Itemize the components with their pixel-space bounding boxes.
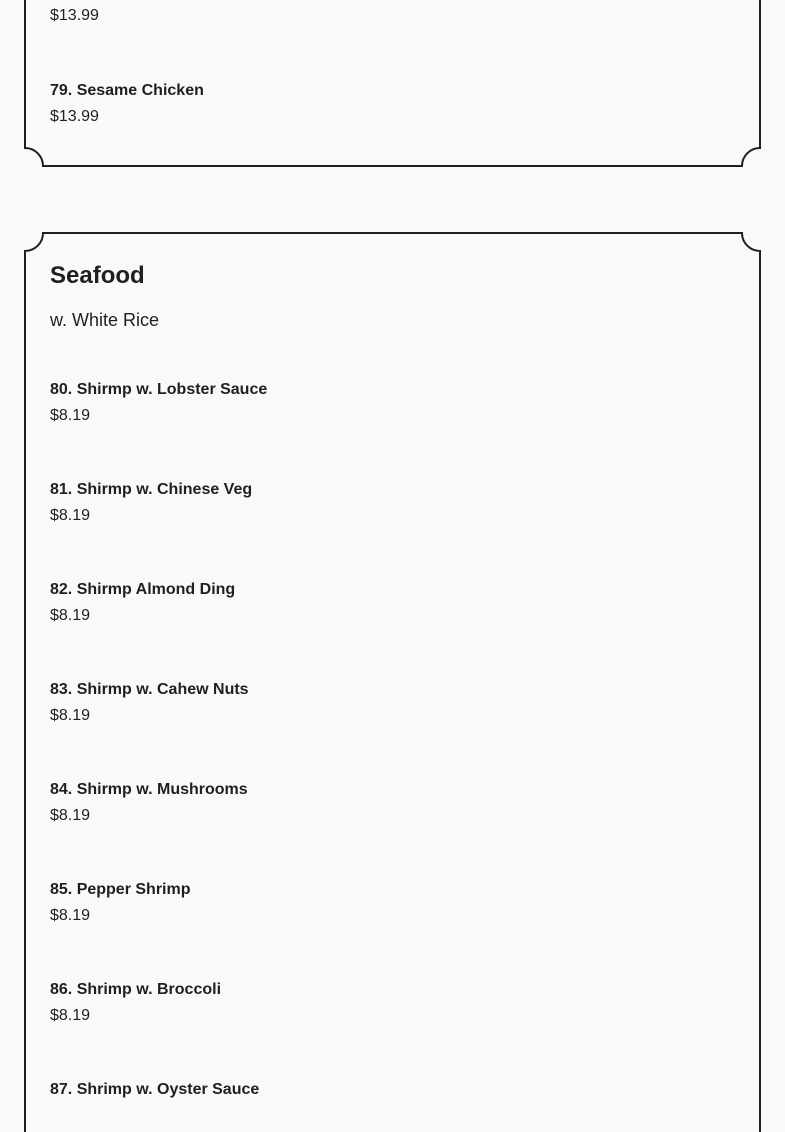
menu-item[interactable]: [50, 480, 252, 526]
item-price: $8.19: [50, 807, 91, 824]
item-name: 79. Sesame Chicken: [50, 82, 204, 99]
menu-item[interactable]: [50, 680, 249, 726]
item-name: 80. Shirmp w. Lobster Sauce: [50, 381, 268, 398]
menu-item[interactable]: [50, 980, 221, 1026]
menu-item[interactable]: [50, 380, 267, 426]
item-price: $8.19: [50, 907, 91, 924]
menu-item[interactable]: [50, 1080, 259, 1106]
item-price: $8.19: [50, 707, 91, 724]
item-name: 87. Shrimp w. Oyster Sauce: [50, 1081, 260, 1098]
section-subtitle: w. White Rice: [50, 310, 160, 330]
section-title: Seafood: [50, 262, 145, 289]
menu-item[interactable]: [50, 6, 99, 26]
item-name: 86. Shrimp w. Broccoli: [50, 981, 222, 998]
item-name: 83. Shirmp w. Cahew Nuts: [50, 681, 249, 698]
menu-item[interactable]: [50, 780, 248, 826]
item-name: 81. Shirmp w. Chinese Veg: [50, 481, 253, 498]
item-price: $13.99: [50, 108, 99, 125]
item-name: 84. Shirmp w. Mushrooms: [50, 781, 248, 798]
menu-item[interactable]: [50, 580, 235, 626]
menu-item[interactable]: [50, 81, 204, 127]
item-price: $13.99: [50, 7, 99, 24]
item-name: 85. Pepper Shrimp: [50, 881, 191, 898]
menu-item[interactable]: [50, 880, 191, 926]
menu-section-card-seafood: [24, 232, 761, 1132]
item-price: $8.19: [50, 1007, 91, 1024]
item-price: $8.19: [50, 607, 91, 624]
menu-section-card-previous: [24, 0, 761, 168]
item-price: $8.19: [50, 507, 91, 524]
item-price: $8.19: [50, 407, 91, 424]
item-name: 82. Shirmp Almond Ding: [50, 581, 236, 598]
